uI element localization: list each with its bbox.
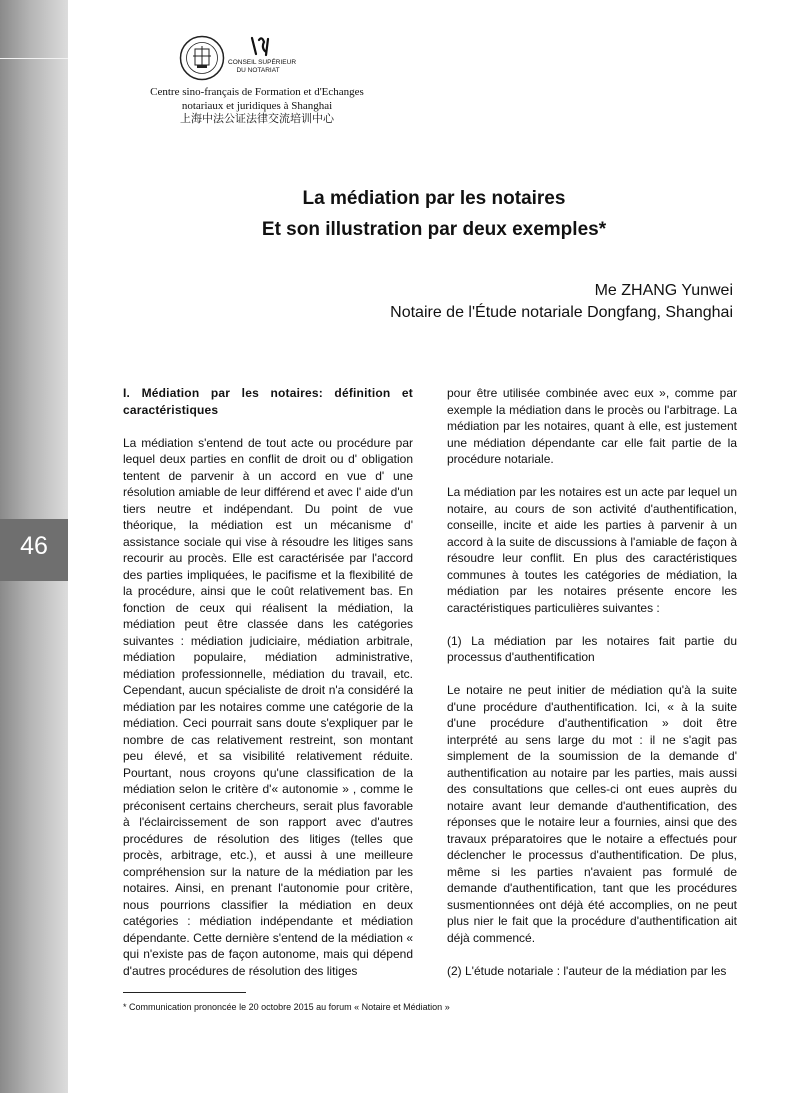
- paragraph: La médiation s'entend de tout acte ou procédure par lequel deux parties en conflit de droit ou d' obligation tentent de parvenir à un accord en vue d' une résolution amiable de leur différend et avec l' aide d'un tiers neutre et indépendant. Du point de vue théorique, la médiation est un mécanisme d' assistance sociale qui vise à résoudre les litiges sans recourir au procès. Elle est caractérisée par l'accord des parties impliquées, le pacifisme et la flexibilité de la procédure, ainsi que le coût relativement bas. En fonction de ceux qui réalisent la médiation, la médiation peut être classée dans les catégories suivantes : médiation judiciaire, médiation arbitrale, médiation populaire, médiation administrative, médiation professionnelle, médiation du travail, etc. Cependant, aucun spécialiste de droit n'a considéré la médiation par les notaires comme une catégorie de la médiation. Ceci pourrait sans doute s'expliquer par le nombre de cas relativement restreint, son montant peu élevé, et sa visibilité relativement réduite. Pourtant, nous croyons qu'une classification de la médiation selon le critère d'« autonomie » , comme le préconisent certains chercheurs, serait plus favorable à l'éclaircissement de son rapport avec d'autres procédures de résolution des litiges (telles que procès, arbitrage, etc.), et aussi à une meilleure compréhension sur la nature de la médiation par les notaires. Ainsi, en prenant l'autonomie pour critère, nous pourrions classifier la médiation en deux catégories : médiation indépendante et médiation dépendante. Cette dernière s'entend de la médiation « qui n'existe pas de façon autonome, mais qui dépend d'autres procédures de résolution des litiges: [123, 435, 413, 978]
- conseil-superieur-logo-icon: [228, 34, 288, 58]
- conseil-superieur-logo: [228, 34, 297, 84]
- article-title-line1: La médiation par les notaires: [302, 188, 566, 209]
- org-line-2: notariaux et juridiques à Shanghai: [181, 99, 333, 112]
- author-affiliation: Notaire de l'Étude notariale Dongfang, Shanghai: [390, 304, 733, 321]
- section-heading: I. Médiation par les notaires: définition et caractéristiques: [123, 386, 413, 417]
- author-name: Me ZHANG Yunwei: [594, 282, 733, 299]
- subsection-heading: (2) L'étude notariale : l'auteur de la médiation par les: [447, 963, 727, 978]
- footnote: * Communication prononcée le 20 octobre 2015 au forum « Notaire et Médiation »: [123, 1002, 450, 1012]
- subsection-heading: (1) La médiation par les notaires fait partie du processus d'authentification: [447, 633, 737, 664]
- paragraph: pour être utilisée combinée avec eux », comme par exemple la médiation dans le procès ou l'arbitrage. La médiation par les notaires, quant à elle, est justement une médiation dépendante car elle fait partie de la procédure notariale.: [447, 386, 737, 466]
- org-line-1: Centre sino-français de Formation et d'Echanges: [150, 86, 364, 98]
- logo-text-line1: CONSEIL SUPÉRIEUR: [228, 59, 297, 66]
- logo-text-line2: DU NOTARIAT: [236, 67, 280, 74]
- paragraph: Le notaire ne peut initier de médiation qu'à la suite d'une procédure d'authentification. Ici, « à la suite d'une procédure d'authentification » doit être interprété au sens large du mot : il ne s'agit pas simplement de la soumission de la demande d' authentification au notaire par les parties, mais aussi des consultations que celles-ci ont eues auprès du notaire avant leur demande d'authentification, des réponses que le notaire leur a fournies, ainsi que des travaux préparatoires que le notaire a effectués pour déclencher le processus d'authentification. De plus, même si les parties n'avaient pas formulé de demande d'authentification, tant que les procédures susmentionnées ont déjà été accomplies, on ne peut plus nier le fait que la procédure d'authentification ait déjà commencé.: [447, 683, 737, 945]
- left-column: [123, 385, 413, 996]
- right-column: [447, 385, 737, 996]
- page-number: 46: [20, 532, 48, 560]
- paragraph: La médiation par les notaires est un acte par lequel un notaire, au cours de son activité d'authentification, conseille, incite et aide les parties à parvenir à un accord à la suite de discussions à l'amiable de façon à résoudre leur conflit. En plus des caractéristiques communes à toutes les catégories de médiation, la médiation par les notaires présente encore les caractéristiques particulières suivantes :: [447, 485, 737, 615]
- article-title-line2: Et son illustration par deux exemples*: [261, 219, 607, 240]
- sidebar-divider: [0, 58, 68, 59]
- notary-seal-logo-icon: [179, 35, 225, 81]
- org-line-3: 上海中法公证法律交流培训中心: [180, 113, 334, 125]
- organization-name: [127, 86, 387, 127]
- footnote-rule: [123, 992, 246, 993]
